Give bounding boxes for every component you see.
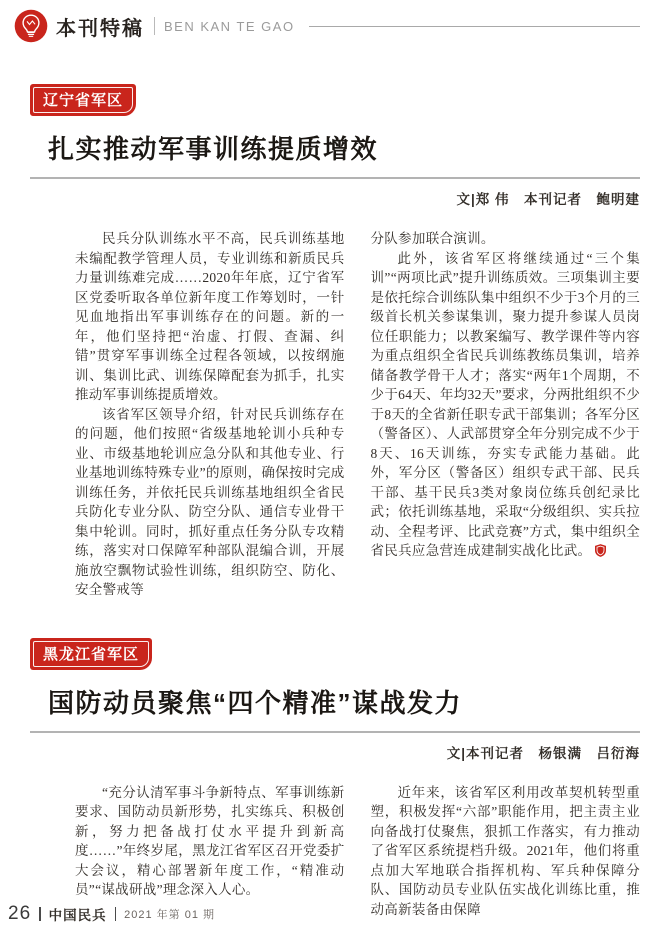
magazine-name: 中国民兵 (48, 908, 107, 923)
section-label (30, 638, 152, 670)
article-body (30, 783, 640, 920)
left-column (75, 229, 345, 600)
lightbulb-icon (14, 9, 48, 43)
article-heilongjiang (30, 638, 640, 920)
paragraph: 近年来，该省军区利用改革契机转型重塑，积极发挥“六部”职能作用，把主责主业向备战打仗聚焦，狠抓工作落实，有力推动了省军区系统提档升级。2021年，他们将重点加大军地联合指挥机构、军兵种保障分队、国防动员专业队伍实战化训练比重，推动高新装备由保障 (370, 784, 640, 917)
title-rule (30, 177, 640, 179)
page-header (14, 8, 640, 44)
paragraph: 该省军区领导介绍，针对民兵训练存在的问题，他们按照“省级基地轮训小兵种专业、市级基地轮训应急分队和其他专业、行业基地训练特殊专业”的原则，确保按时完成训练任务，并依托民兵训练基地组织全省民兵防化专业分队、防空分队、通信专业骨干集中轮训。同时，抓好重点任务分队专攻精练，落实对口保障军种部队混编合训，开展施放空飘物试验性训练，组织防空、防化、安全警戒等 (75, 406, 345, 597)
page-number: 26 (8, 903, 32, 924)
header-rule (309, 26, 640, 27)
left-column (75, 783, 345, 920)
paragraph (371, 249, 641, 561)
section-label (30, 84, 136, 116)
article-title: 国防动员聚焦“四个精准”谋战发力 (48, 687, 463, 718)
byline: 文|本刊记者 杨银满 吕衍海 (446, 745, 640, 761)
brand-title: 本刊特稿 (56, 17, 144, 40)
article-body (30, 229, 640, 600)
article-title: 扎实推动军事训练提质增效 (48, 134, 379, 164)
article-liaoning (30, 84, 640, 600)
section-label-text: 黑龙江省军区 (33, 641, 149, 667)
issue-label: 2021 年第 01 期 (124, 909, 216, 921)
brand-pinyin: BEN KAN TE GAO (164, 18, 295, 34)
right-column (371, 783, 641, 920)
paragraph: “充分认清军事斗争新特点、军事训练新要求、国防动员新形势，扎实练兵、积极创新，努力把备战打仗水平提升到新高度……”年终岁尾，黑龙江省军区召开党委扩大会议，精心部署新年度工作，“精准动员”“谋战研战”理念深入人心。 (75, 784, 345, 897)
title-rule (30, 731, 640, 733)
brand-divider (154, 17, 155, 35)
footer-divider (115, 907, 117, 921)
paragraph-text: 此外，该省军区将继续通过“三个集训”“两项比武”提升训练质效。三项集训主要是依托综合训练队集中组织不少于3个月的三级首长机关参谋集训，聚力提升参谋人员岗位任职能力；以教案编写、教学课件等内容为重点组织全省民兵训练教练员集训，培养储备教学骨干人才；落实“两年1个周期，不少于64天、年均32天”要求，分两批组织不少于8天的全省新任职专武干部集训；各军分区（警备区）、人武部贯穿全年分别完成不少于8天、16天训练，夯实专武能力基础。此外，军分区（警备区）组织专武干部、民兵干部、基干民兵3类对象岗位练兵创纪录比武；依托训练基地，采取“分级组织、实兵拉动、全程考评、比武竞赛”方式，集中组织全省民兵应急营连成建制实战化比武。 (370, 250, 640, 558)
page-footer (8, 903, 215, 925)
right-column (371, 229, 641, 600)
byline: 文|郑 伟 本刊记者 鲍明建 (456, 192, 640, 207)
paragraph: 民兵分队训练水平不高，民兵训练基地未编配教学管理人员，专业训练和新质民兵力量训练难完成……2020年年底，辽宁省军区党委听取各单位新年度工作筹划时，一针见血地指出军事训练存在的问题。新的一年，他们坚持把“治虚、打假、查漏、纠错”贯穿军事训练全过程各领域，以按纲施训、集训比武、训练保障配套为抓手，扎实推动军事训练提质增效。 (75, 231, 345, 402)
section-label-text: 辽宁省军区 (33, 87, 133, 113)
end-mark-shield-icon (595, 544, 606, 557)
paragraph: 分队参加联合演训。 (370, 231, 495, 246)
footer-divider (39, 907, 41, 921)
